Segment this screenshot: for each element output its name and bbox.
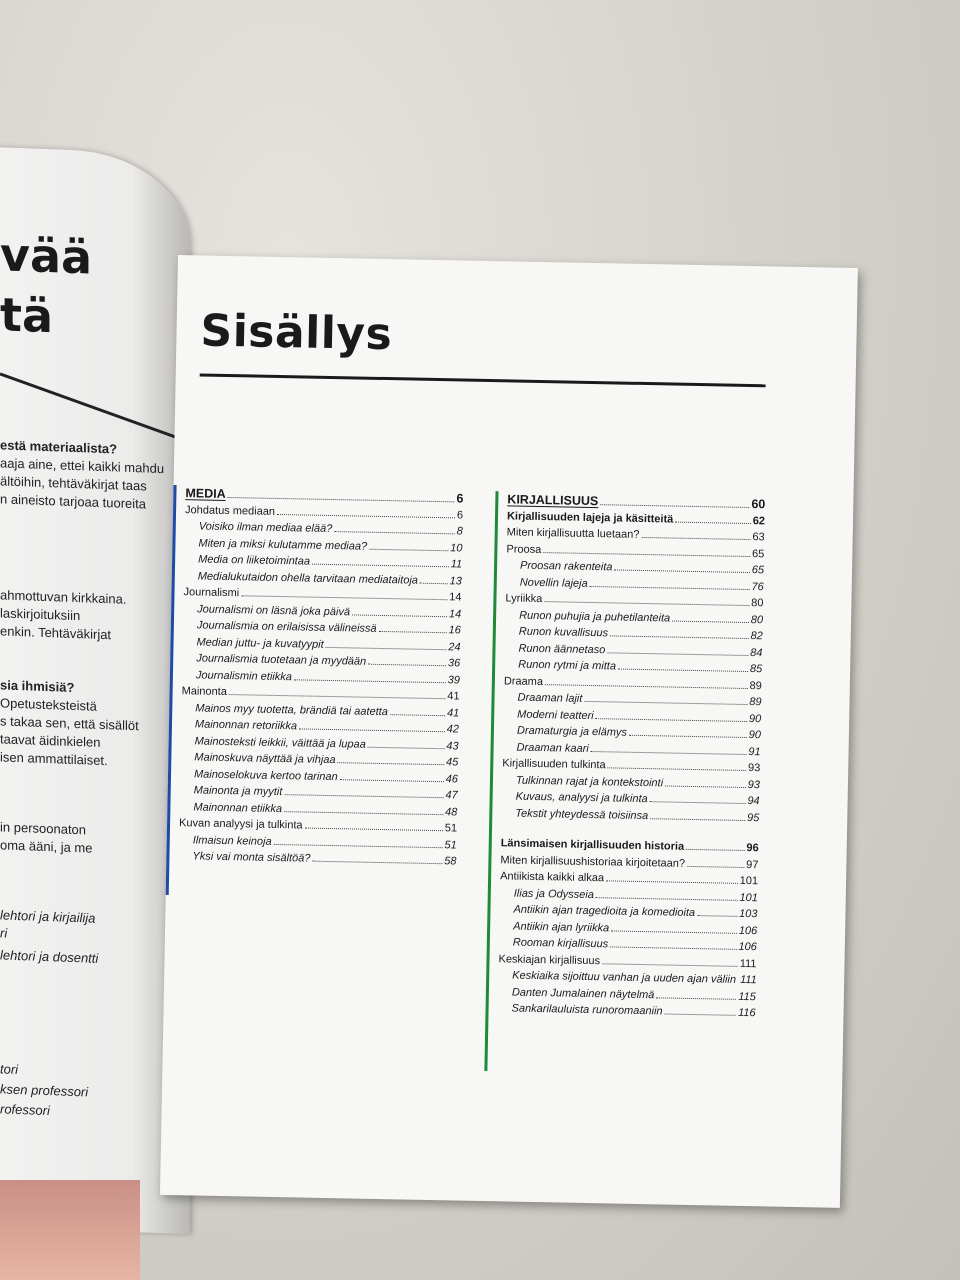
toc-page-number: 90 [748,712,762,725]
toc-page-number: 16 [448,624,461,637]
toc-page-number: 11 [450,558,463,571]
toc-entry-title: Medialukutaidon ohella tarvitaan mediataitoja [197,569,419,587]
toc-entry-title: Ilias ja Odysseia [513,887,595,901]
toc-entry-title: KIRJALLISUUS [507,492,599,509]
toc-entry-title: Keskiaika sijoittuu vanhan ja uuden ajan väliin [512,969,737,986]
toc-page-number: 111 [739,973,757,987]
toc-entry-title: Ilmaisun keinoja [192,833,272,848]
toc-page-number: 14 [448,607,462,621]
media-column [166,485,463,870]
toc-page-number: 36 [447,657,461,670]
toc-leader-dots [602,953,738,967]
toc-page-number: 115 [738,990,756,1003]
toc-entry-title: Mainoskuva näyttää ja vihjaa [194,751,336,767]
toc-entry-title: Proosa [506,542,542,556]
toc-entry-title: Runon äännetaso [518,642,606,656]
toc-page-number: 82 [750,630,763,643]
toc-entry-title: Antiikin ajan tragedioita ja komedioita [513,903,696,920]
left-page-text-line: rofessori [0,1101,50,1119]
toc-entry-title: Tulkinnan rajat ja kontekstointi [515,774,664,789]
toc-leader-dots [590,575,750,589]
toc-entry-title: Journalismia on erilaisissa välineissä [196,619,377,635]
left-page-text-line: lehtori ja dosentti [0,947,99,966]
toc-leader-dots [610,625,749,639]
toc-page-number: 10 [450,541,463,555]
toc-page-number: 116 [737,1006,756,1020]
toc-entry-title: Kuvan analyysi ja tulkinta [178,817,303,832]
toc-leader-dots [420,572,448,584]
toc-entry-title: Dramaturgia ja elämys [516,724,628,739]
left-page-text-line: n aineisto tarjoaa tuoreita [0,491,146,512]
toc-page-number: 62 [752,514,766,527]
left-page-text-line: laskirjoituksiin [0,605,81,624]
toc-page-number: 91 [748,745,761,758]
toc-leader-dots [277,503,455,517]
toc-page-number: 6 [456,491,464,506]
toc-leader-dots [687,855,744,867]
toc-page-number: 51 [444,838,457,851]
toc-page-number: 65 [752,547,765,560]
left-page-rule [0,372,190,443]
left-page-text-line: isen ammattilaiset. [0,749,108,769]
left-page-text-line: tori [0,1061,19,1078]
toc-leader-dots [650,808,745,821]
left-page-text-line: enkin. Tehtäväkirjat [0,623,112,643]
toc-leader-dots [600,494,749,508]
toc-leader-dots [352,604,447,617]
toc-entry-title: Draama [503,674,544,688]
toc-entry-title: Median juttu- ja kuvatyypit [196,635,324,651]
toc-page-number: 46 [445,772,459,785]
left-page-text-line: ri [0,925,8,941]
toc-entry-title: Mainonta ja myytit [193,784,283,799]
left-page-text-line: taavat äidinkielen [0,731,101,750]
toc-leader-dots [228,487,455,502]
left-page-text-line: estä materiaalista? [0,437,118,457]
toc-leader-dots [584,691,747,705]
toc-entry-title: Mainos myy tuotetta, brändiä tai aatetta [195,701,388,718]
left-page-heading-line-1: vää [0,227,93,285]
toc-entry-title: Lyriikka [505,592,543,606]
toc-entry-title: Journalismia tuotetaan ja myydään [196,652,367,668]
toc-page-number: 48 [444,805,458,818]
toc-leader-dots [610,936,736,949]
toc-leader-dots [656,987,736,1000]
toc-entry-title: Antiikin ajan lyriikka [513,920,610,934]
toc-entry-title: MEDIA [185,486,226,501]
toc-leader-dots [368,736,445,748]
toc-entry-title: Mainosteksti leikkii, väittää ja lupaa [194,734,366,751]
toc-leader-dots [334,521,455,534]
left-page-text-line: ältöihin, tehtäväkirjat taas [0,473,147,494]
toc-entry-title: Draaman lajit [517,691,583,705]
toc-leader-dots [312,851,442,864]
toc-leader-dots [596,708,747,722]
toc-page-number: 63 [752,531,765,544]
toc-leader-dots [686,839,745,851]
toc-page-number: 94 [747,795,760,808]
toc-entry-title: Kirjallisuuden lajeja ja käsitteitä [506,509,674,526]
toc-leader-dots [305,818,443,832]
toc-page-number: 8 [456,525,463,538]
contents-page [160,255,858,1208]
toc-leader-dots [299,718,445,732]
toc-entry-title: Mainonta [181,685,228,699]
toc-page-number: 89 [749,696,762,709]
toc-leader-dots [675,511,751,523]
toc-leader-dots [591,741,747,755]
toc-leader-dots [312,554,449,568]
toc-leader-dots [611,920,737,933]
toc-page-number: 96 [746,842,759,855]
toc-leader-dots [284,784,443,798]
toc-page-number: 106 [738,940,757,954]
left-page-heading-line-2: tä [0,287,54,344]
toc-leader-dots [641,527,750,540]
toc-entry-title: Runon puhujia ja puhetilanteita [519,609,671,625]
toc-leader-dots [607,642,748,656]
toc-leader-dots [379,621,447,633]
toc-page-number: 101 [739,874,759,888]
toc-leader-dots [368,654,446,666]
toc-page-number: 90 [748,729,762,742]
kirjallisuus-column [485,491,765,1022]
toc-page-number: 14 [449,591,462,604]
toc-page-number: 103 [738,907,758,921]
toc-page-number: 41 [446,706,460,719]
toc-page-number: 80 [751,597,764,610]
hand-edge [0,1180,140,1280]
toc-entry-title: Rooman kirjallisuus [512,936,609,951]
toc-entry-title: Johdatus mediaan [184,503,276,518]
toc-entry-title: Journalismi [183,586,240,600]
toc-entry-title: Länsimaisen kirjallisuuden historia [500,837,685,853]
toc-entry-title: Journalismin etiikka [195,668,293,683]
toc-leader-dots [608,757,747,771]
toc-leader-dots [338,752,445,765]
toc-entry-title: Kirjallisuuden tulkinta [502,757,606,772]
toc-page-number: 95 [746,811,760,824]
toc-entry-title: Keskiajan kirjallisuus [498,952,601,967]
toc-page-number: 84 [750,646,763,659]
toc-leader-dots [665,775,746,788]
toc-page-number: 76 [751,580,764,593]
toc-page-number: 24 [448,640,461,653]
toc-entry-title: Miten kirjallisuutta luetaan? [506,526,640,541]
toc-entry-title: Runon rytmi ja mitta [518,658,617,673]
toc-leader-dots [294,669,446,683]
toc-page-number: 101 [739,891,758,904]
toc-page-number: 60 [751,497,766,512]
left-page-text-line: aaja aine, ettei kaikki mahdu [0,455,165,477]
left-page-text-line: lehtori ja kirjailija [0,907,96,926]
toc-leader-dots [284,801,443,815]
toc-page-number: 93 [747,778,761,791]
kirjallisuus-toc-list [485,491,765,1022]
toc-entry-title: Moderni teatteri [517,708,594,722]
toc-entry-title: Mainoselokuva kertoo tarinan [193,767,338,783]
toc-entry-title: Kuvaus, analyysi ja tulkinta [515,790,648,806]
left-page-text-line: oma ääni, ja me [0,837,93,856]
toc-leader-dots [326,636,447,649]
toc-page-number: 85 [749,663,763,676]
left-page-text-line: in persoonaton [0,819,87,838]
toc-page-number: 89 [749,679,762,692]
toc-entry-title: Journalismi on läsnä joka päivä [197,602,351,618]
toc-entry-title: Mainonnan retoriikka [194,718,298,733]
toc-page-number: 13 [449,574,462,588]
media-toc-list [166,485,463,870]
toc-page-number: 39 [447,673,461,686]
toc-leader-dots [650,791,746,804]
toc-page-number: 43 [446,739,459,752]
toc-page-number: 111 [739,957,757,970]
toc-leader-dots [665,1003,737,1015]
toc-entry-title: Runon kuvallisuus [518,625,609,640]
left-page-text-line: ksen professori [0,1081,89,1100]
toc-leader-dots [618,659,748,672]
toc-leader-dots [606,870,738,884]
toc-leader-dots [390,704,445,716]
toc-page-number: 93 [747,762,761,775]
left-page-text-line: s takaa sen, että sisällöt [0,713,139,734]
toc-page-number: 65 [751,564,765,577]
toc-page-number: 58 [444,855,457,868]
toc-entry-title: Draaman kaari [516,741,589,755]
toc-entry-title: Danten Jumalainen näytelmä [511,986,655,1001]
left-page-text-line: Opetusteksteistä [0,695,97,714]
toc-leader-dots [340,769,444,782]
toc-leader-dots [274,833,443,847]
left-page-text-line: ahmottuvan kirkkaina. [0,587,127,607]
toc-entry-title: Sankarilauluista runoromaaniin [511,1002,663,1018]
title-rule [200,373,766,387]
toc-page-number: 106 [738,924,758,937]
toc-page-number: 42 [446,723,460,736]
toc-leader-dots [697,905,737,917]
toc-entry-title: Media on liiketoimintaa [198,553,311,568]
toc-page-number: 45 [445,756,459,769]
toc-entry-title: Proosan rakenteita [519,559,613,574]
toc-entry-title: Miten kirjallisuushistoriaa kirjoitetaan? [500,853,686,870]
toc-entry-title: Yksi vai monta sisältöä? [192,850,311,865]
toc-page-number: 47 [445,789,458,802]
left-page-text-line: sia ihmisiä? [0,677,75,695]
toc-entry-title: Mainonnan etiikka [193,800,283,815]
toc-leader-dots [614,559,750,573]
toc-entry-title: Voisiko ilman mediaa elää? [198,520,333,536]
page-title: Sisällys [200,305,393,361]
toc-entry-title: Miten ja miksi kulutamme mediaa? [198,536,368,553]
toc-leader-dots [629,725,747,738]
toc-page-number: 6 [456,508,464,522]
toc-entry-title: Tekstit yhteydessä toisiinsa [515,807,649,822]
toc-page-number: 97 [746,858,759,871]
toc-leader-dots [672,610,749,622]
toc-page-number: 80 [750,613,764,626]
toc-entry-title: Antiikista kaikki alkaa [500,870,605,885]
toc-leader-dots [596,887,738,901]
toc-page-number: 51 [444,822,458,835]
toc-entry-title: Novellin lajeja [519,576,588,590]
toc-page-number: 41 [447,690,460,703]
toc-leader-dots [369,538,448,551]
